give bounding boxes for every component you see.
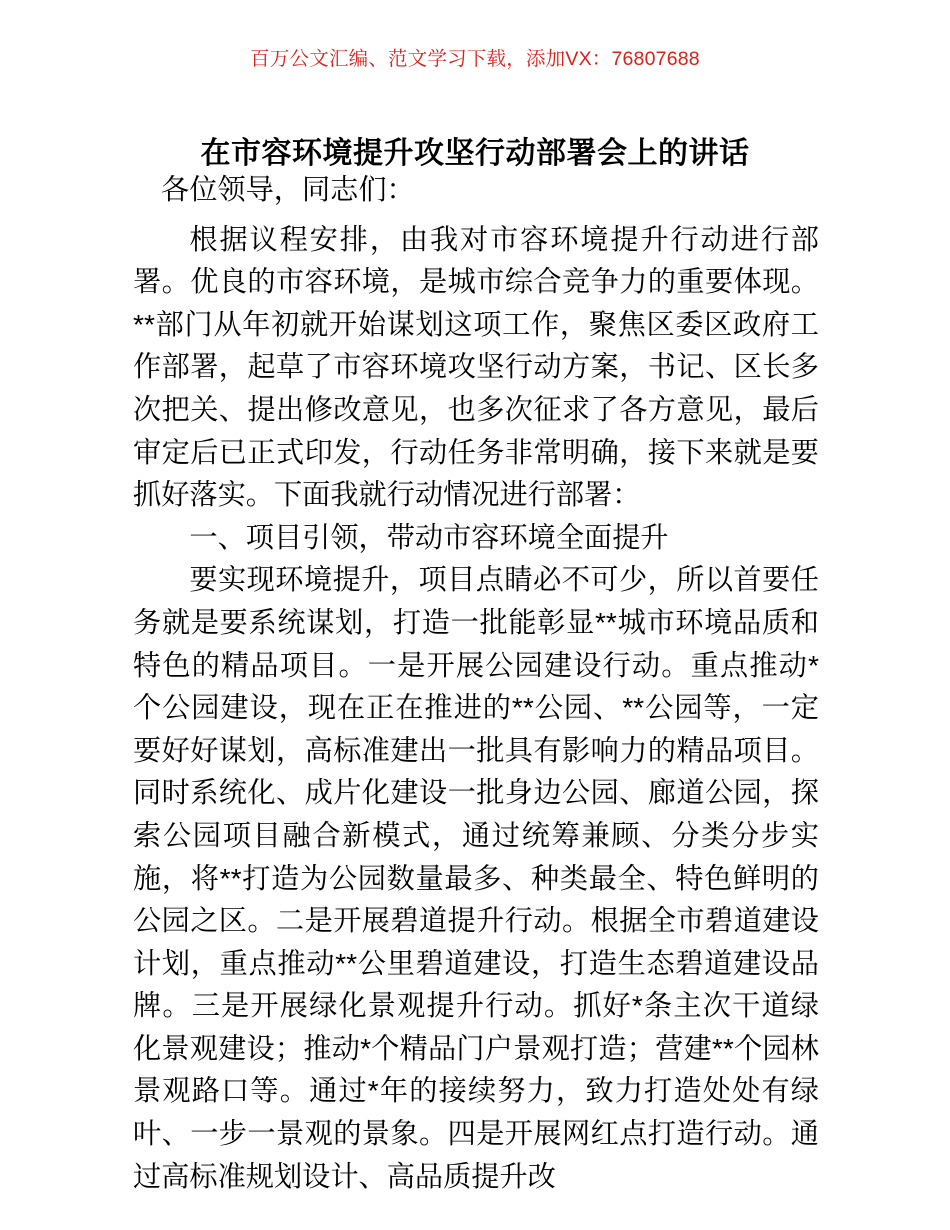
page-title: 在市容环境提升攻坚行动部署会上的讲话 bbox=[200, 137, 750, 171]
section-heading-1: 一、项目引领，带动市容环境全面提升 bbox=[189, 520, 669, 553]
paragraph-intro: 根据议程安排，由我对市容环境提升行动进行部署。优良的市容环境，是城市综合竞争力的重要体现。**部门从年初就开始谋划这项工作，聚焦区委区政府工作部署，起草了市容环境攻坚行动方案，书记、区长多次把关、提出修改意见，也多次征求了各方意见，最后审定后已正式印发，行动任务非常明确，接下来就是要抓好落实。下面我就行动情况进行部署： bbox=[133, 222, 819, 511]
paragraph-section-1-body: 要实现环境提升，项目点睛必不可少，所以首要任务就是要系统谋划，打造一批能彰显**城市环境品质和特色的精品项目。一是开展公园建设行动。重点推动*个公园建设，现在正在推进的**公园、**公园等，一定要好好谋划，高标准建出一批具有影响力的精品项目。同时系统化、成片化建设一批身边公园、廊道公园，探索公园项目融合新模式，通过统筹兼顾、分类分步实施，将**打造为公园数量最多、种类最全、特色鲜明的公园之区。二是开展碧道提升行动。根据全市碧道建设计划，重点推动**公里碧道建设，打造生态碧道建设品牌。三是开展绿化景观提升行动。抓好*条主次干道绿化景观建设；推动*个精品门户景观打造；营建**个园林景观路口等。通过*年的接续努力，致力打造处处有绿叶、一步一景观的景象。四是开展网红点打造行动。通过高标准规划设计、高品质提升改 bbox=[133, 563, 819, 1192]
promo-watermark-header: 百万公文汇编、范文学习下载，添加VX：76807688 bbox=[250, 48, 700, 70]
salutation-line: 各位领导，同志们： bbox=[161, 173, 415, 205]
document-body bbox=[133, 168, 819, 1197]
